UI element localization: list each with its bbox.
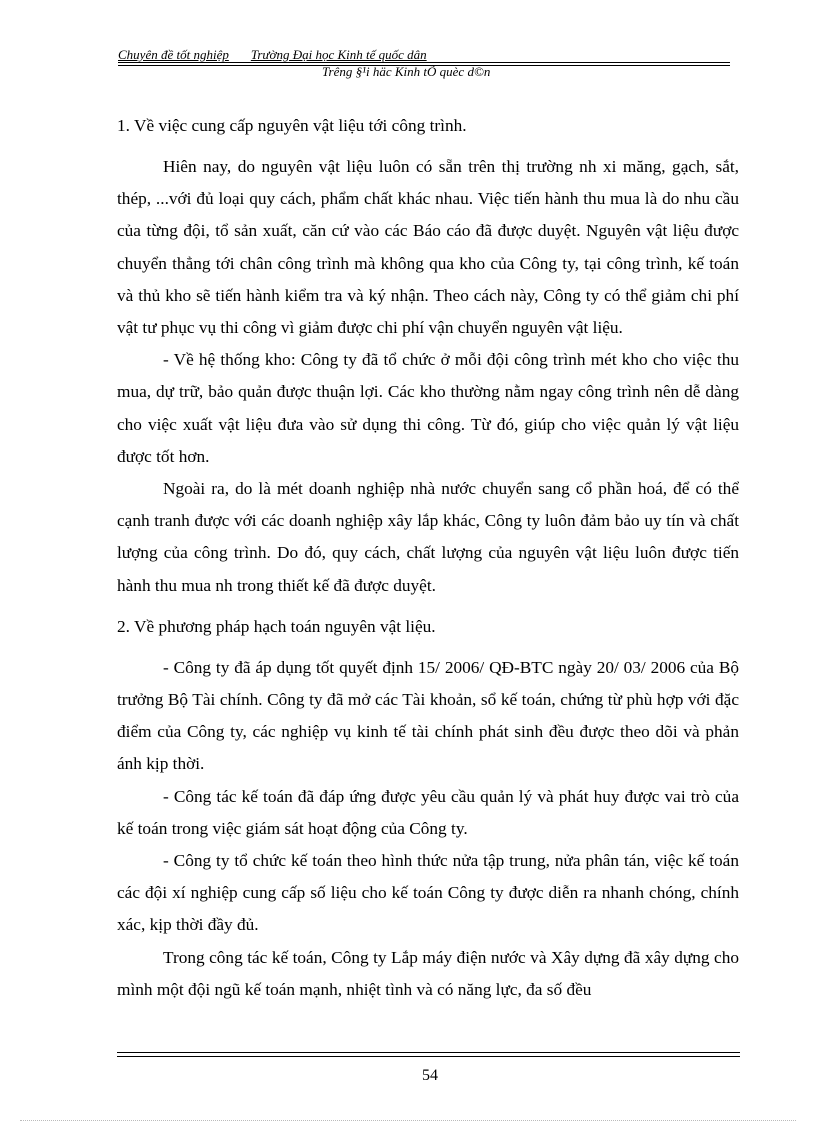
document-body [117, 110, 739, 1006]
header-garbled-text: Trêng §¹i häc Kinh tÕ quèc d©n [322, 64, 491, 79]
section-2-paragraph-3: - Công ty tổ chức kế toán theo hình thức nửa tập trung, nửa phân tán, việc kế toán các đội xí nghiệp cung cấp số liệu cho kế toán Công ty được diễn ra nhanh chóng, chính xác, kịp thời đầy đủ. [117, 851, 739, 935]
header-titles [118, 48, 730, 62]
section-2-paragraph-2: - Công tác kế toán đã đáp ứng được yêu cầu quản lý và phát huy được vai trò của kế toán trong việc giám sát hoạt động của Công ty. [117, 786, 739, 838]
section-1-paragraph-3: Ngoài ra, do là mét doanh nghiệp nhà nước chuyển sang cổ phần hoá, để có thể cạnh tranh được với các doanh nghiệp xây lắp khác, Công ty luôn đảm bảo uy tín và chất lượng của công trình. Do đó, quy cách, chất lượng của nguyên vật liệu luôn được tiến hành thu mua nh trong thiết kế đã được duyệt. [117, 479, 739, 595]
page-edge-dotted-line [20, 1120, 796, 1121]
page-header [118, 48, 730, 62]
header-thesis-title: Chuyên đề tốt nghiệp [118, 47, 229, 62]
section-2-paragraph-1: - Công ty đã áp dụng tốt quyết định 15/ 2006/ QĐ-BTC ngày 20/ 03/ 2006 của Bộ trưởng Bộ Tài chính. Công ty đã mở các Tài khoản, sổ kế toán, chứng từ phù hợp với đặc điểm của Công ty, các nghiệp vụ kinh tế tài chính phát sinh đều được theo dõi và phản ánh kịp thời. [117, 657, 739, 774]
footer-rule-top [117, 1052, 740, 1053]
section-2-paragraph-4: Trong công tác kế toán, Công ty Lắp máy điện nước và Xây dựng đã xây dựng cho mình một đội ngũ kế toán mạnh, nhiệt tình và có năng lực, đa số đều [117, 947, 739, 999]
header-university: Trường Đại học Kinh tế quốc dân [250, 47, 427, 62]
section-1-paragraph-1: Hiên nay, do nguyên vật liệu luôn có sẵn trên thị trường nh xi măng, gạch, sắt, thép, ...với đủ loại quy cách, phẩm chất khác nhau. Việc tiến hành thu mua là do nhu cầu của từng đội, tổ sản xuất, căn cứ vào các Báo cáo đã được duyệt. Nguyên vật liệu được chuyển thẳng tới chân công trình mà không qua kho của Công ty, tại công trình, kế toán và thủ kho sẽ tiến hành kiểm tra và ký nhận. Theo cách này, Công ty có thể giảm chi phí vật tư phục vụ thi công vì giảm được chi phí vận chuyển nguyên vật liệu. [117, 157, 739, 338]
section-1-heading: 1. Về việc cung cấp nguyên vật liệu tới công trình. [117, 116, 467, 135]
header-rule-top [118, 62, 730, 63]
section-1-paragraph-2: - Về hệ thống kho: Công ty đã tổ chức ở mỗi đội công trình mét kho cho việc thu mua, dự trữ, bảo quản được thuận lợi. Các kho thường nằm ngay công trình nên dễ dàng cho việc xuất vật liệu đưa vào sử dụng thi công. Từ đó, giúp cho việc quản lý vật liệu được tốt hơn. [117, 350, 739, 466]
page-number: 54 [422, 1067, 438, 1084]
section-2-heading: 2. Về phương pháp hạch toán nguyên vật liệu. [117, 616, 436, 636]
footer-rule-bottom [117, 1056, 740, 1057]
